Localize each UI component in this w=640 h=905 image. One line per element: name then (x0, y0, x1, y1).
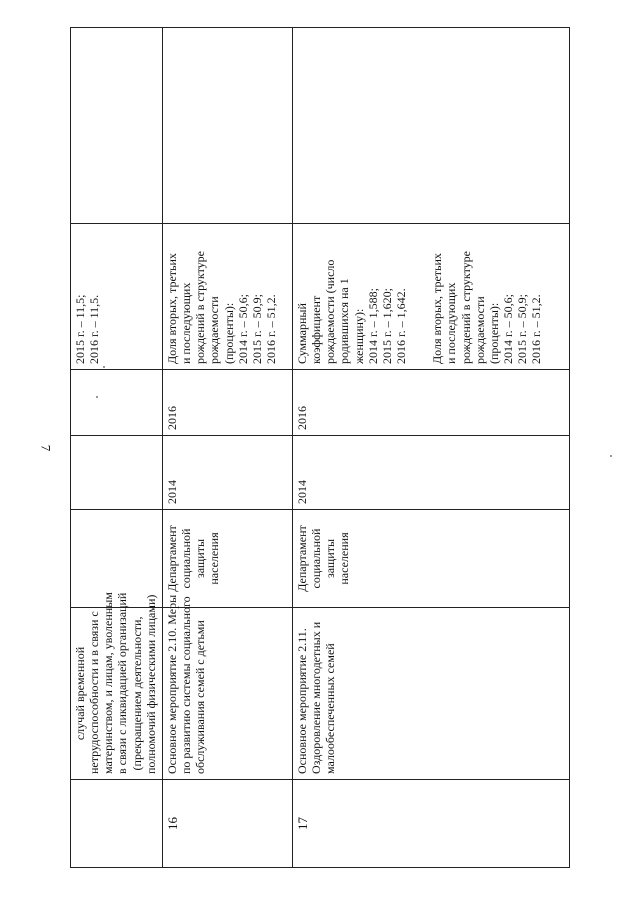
indicator-line: 2015 г. – 50,9; (249, 294, 264, 364)
indicator-line: рождений в структуре (193, 251, 208, 364)
indicator-line: 2014 г. – 1,588; (365, 288, 380, 364)
start-year-cell: 2014 (293, 436, 570, 510)
program-table (70, 27, 570, 868)
indicator-line: (проценты): (221, 302, 236, 364)
scan-speck (610, 455, 612, 457)
event-line: полномочий физическими лицами) (143, 594, 158, 774)
event-line: в связи с ликвидацией организаций (115, 592, 130, 774)
indicator-line: и последующих (179, 282, 194, 364)
event-line: нетрудоспособности и в связи с (87, 611, 102, 774)
event-line: обслуживания семей с детьми (193, 620, 208, 774)
event-line: малообеспеченных семей (323, 643, 338, 774)
indicator-line: 2016 г. – 51,2. (529, 294, 544, 364)
indicator-line: рождаемости (число (323, 259, 338, 364)
indicator-line: Доля вторых, третьих (165, 253, 179, 364)
row-number (71, 780, 163, 868)
indicator-line: родившихся на 1 (337, 278, 352, 364)
indicator-line: Доля вторых, третьих (430, 253, 445, 364)
indicator-line: 2015 г. – 1,620; (379, 288, 394, 364)
executor-line: социальной (179, 528, 194, 589)
indicator-cell (293, 224, 570, 370)
indicator-line: 2014 г. – 50,6; (501, 294, 516, 364)
indicator-cell (163, 224, 293, 370)
indicator-line: и последующих (444, 282, 459, 364)
event-cell (163, 594, 293, 780)
executor-line: населения (207, 532, 222, 585)
indicator-line: 2014 г. – 50,6; (235, 294, 250, 364)
event-cell (293, 608, 570, 780)
executor-line: защиты (193, 538, 208, 579)
extra-cell (293, 28, 570, 224)
scan-speck (96, 396, 98, 398)
indicator-line: 2016 г. – 1,642. (394, 288, 409, 364)
indicator-line: 2015 г. – 50,9; (515, 294, 530, 364)
indicator-line: рождений в структуре (458, 251, 473, 364)
event-line: (прекращением деятельности, (129, 616, 144, 771)
indicator-line: 2016 г. – 51,2. (264, 294, 279, 364)
executor-cell (293, 510, 570, 608)
table-row (163, 28, 293, 868)
event-line: Основное мероприятие 2.10. Меры (165, 594, 179, 774)
executor-line: Департамент (295, 525, 309, 592)
rotated-page-content (70, 28, 570, 868)
event-line: Основное мероприятие 2.11. (295, 628, 309, 774)
table-row (71, 28, 163, 868)
indicator-gap (408, 229, 430, 364)
start-year-cell (71, 436, 163, 510)
executor-line: социальной (309, 528, 324, 589)
end-year-cell (71, 370, 163, 436)
event-line: по развитию системы социального (179, 596, 194, 774)
row-number: 16 (163, 780, 293, 868)
scan-speck (103, 366, 105, 368)
executor-line: Департамент (165, 525, 179, 592)
indicator-cell (71, 224, 163, 370)
indicator-line: коэффициент (309, 295, 324, 364)
executor-cell (163, 510, 293, 608)
extra-cell (71, 28, 163, 224)
event-line: Оздоровление многодетных и (309, 621, 324, 774)
row-number: 17 (293, 780, 570, 868)
page-number: 7 (38, 444, 54, 452)
indicator-line: рождаемости (207, 296, 222, 364)
indicator-line: Суммарный (295, 303, 309, 364)
executor-line: населения (337, 532, 352, 585)
event-line: случай временной (73, 646, 87, 741)
end-year-cell: 2016 (293, 370, 570, 436)
indicator-line: (проценты): (486, 302, 501, 364)
event-cell (71, 592, 163, 780)
extra-cell (163, 28, 293, 224)
executor-line: защиты (323, 538, 338, 579)
event-line: материнством, и лицам, уволенным (101, 592, 116, 774)
indicator-line: 2016 г. – 11,5. (87, 294, 102, 364)
table-row (293, 28, 570, 868)
start-year-cell: 2014 (163, 436, 293, 510)
indicator-line: женщину): (351, 308, 366, 364)
end-year-cell: 2016 (163, 370, 293, 436)
indicator-line: рождаемости (472, 296, 487, 364)
indicator-line: 2015 г. – 11,5; (73, 294, 87, 364)
